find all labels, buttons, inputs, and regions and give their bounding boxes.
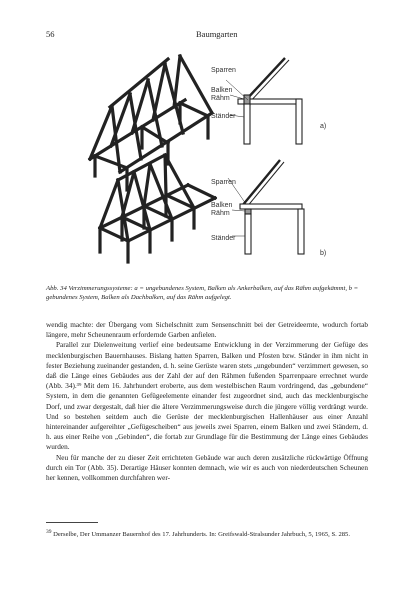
figure-caption: Abb. 34 Verzimmerungssysteme: a = ungebundenes System, Balken als Ankerbalken, auf das Rähm aufgekämmt, b = gebundenes System, Balken als Dachbalken, auf das Rähm aufgelegt. xyxy=(46,285,359,301)
paragraph-1: wendig machte: der Übergang vom Sichelschnitt zum Sensenschnitt bei der Getreideernte, wodurch fortab längere, mehr Scheunenraum erfordernde Garben anfielen. xyxy=(46,321,368,340)
footnote-number: 39 xyxy=(46,529,52,535)
figure-b-label-sparren: Sparren xyxy=(211,179,236,186)
figure-b-label-rahm: Rähm xyxy=(211,210,230,217)
figure-b-frame-sketch xyxy=(100,155,215,262)
figure-b-letter: b) xyxy=(320,250,327,257)
body-text xyxy=(46,320,368,483)
figure-a-joint-detail xyxy=(226,58,302,144)
page-number: 56 xyxy=(46,29,55,39)
paragraph-3: Neu für manche der zu dieser Zeit errichteten Gebäude war auch deren zusätzliche rückwärtige Öffnung durch ein Tor (Abb. 35). Derartige Häuser konnten demnach, wie wir es auch von niederdeutschen Scheunen her kennen, vollkommen durchfahren wer- xyxy=(46,453,368,483)
footnote xyxy=(46,528,368,540)
figure-34-drawing xyxy=(0,0,413,290)
figure-b-joint-detail xyxy=(228,160,304,254)
figure-b-label-staender: Ständer xyxy=(211,235,236,242)
paragraph-2: Parallel zur Dielenweitung verlief eine bedeutsame Entwicklung in der Verzimmerung der Gefüge des mecklenburgischen Bauernhauses. Bislang hatten Sparren, Balken und Pfosten bzw. Ständer in ihm nicht in fester Beziehung zueinander gestanden, d. h. seine Gerüste waren stets „ungebunden“ verzimmert gewesen, so daß die Länge eines Gebäudes aus der Zahl der auf den Rähmen fußenden Sparrenpaare errechnet wurde (Abb. 34).³⁹ Mit dem 16. Jahrhundert eroberte, aus dem westelbischen Raum vordringend, das „gebundene“ System, in dem die genannten Gefügeelemente einander fest zugeordnet sind, auch das mecklenburgische Dorf, und zwar dergestalt, daß hier die ältere Verzimmerungsweise durch die jüngere völlig verdrängt wurde. Und so bestehen seitdem auch die Gerüste der mecklenburgischen Hallenhäuser aus einer Anzahl hintereinander aufgereihter „Gefügescheiben“ aus jeweils zwei Sparren, einem Balken und zwei Ständern, d. h. aus einer Reihe von „Gebinden“, die fortab zur Grundlage für die Bestimmung der Länge eines Gebäudes wurden. xyxy=(46,341,368,452)
figure-a-label-staender: Ständer xyxy=(211,113,236,120)
figure-a-letter: a) xyxy=(320,123,327,130)
footnote-rule xyxy=(46,522,98,523)
running-head: Baumgarten xyxy=(196,29,238,39)
figure-a-label-balken: Balken xyxy=(211,87,233,94)
figure-a-label-rahm: Rähm xyxy=(211,95,230,102)
figure-b-label-balken: Balken xyxy=(211,202,233,209)
footnote-text: Derselbe, Der Ummanzer Bauernhof des 17. Jahrhunderts. In: Greifswald-Stralsunder Jahrbuch, 5, 1965, S. 285. xyxy=(53,531,350,539)
figure-a-label-sparren: Sparren xyxy=(211,67,236,74)
